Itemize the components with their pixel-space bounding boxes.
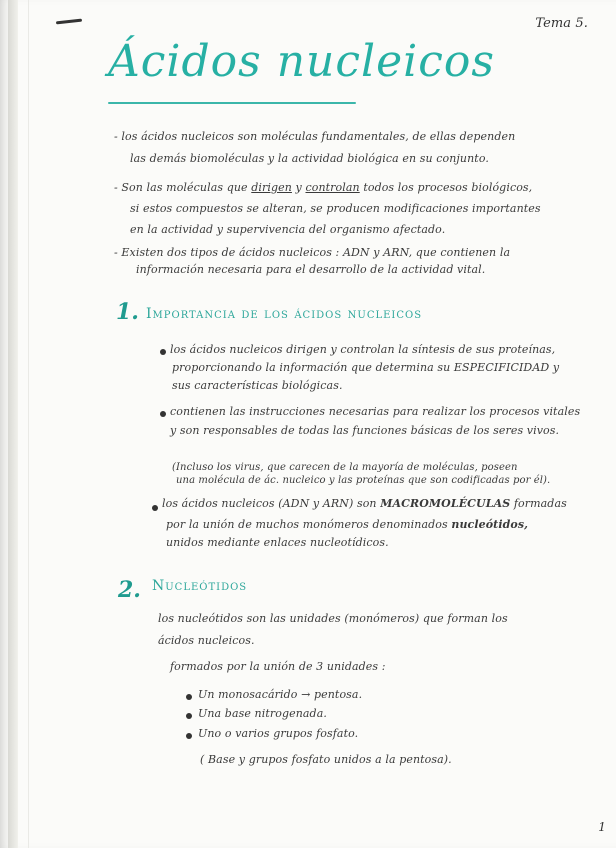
section2-note: ( Base y grupos fosfato unidos a la pentosa). — [200, 753, 452, 766]
section1-b3-macro: MACROMOLÉCULAS — [380, 497, 511, 510]
section2-number: 2. — [118, 577, 141, 603]
section2-bullet-2 — [186, 713, 192, 719]
intro-p2-text-a: - Son las moléculas que — [114, 181, 248, 194]
section1-b2-line1: contienen las instrucciones necesarias para realizar los procesos vitales — [170, 405, 581, 418]
pen-dash-mark — [56, 19, 82, 25]
section2-p2: formados por la unión de 3 unidades : — [170, 660, 386, 673]
section1-b2-line2: y son responsables de todas las funciones básicas de los seres vivos. — [170, 424, 560, 437]
section1-note-line2: una molécula de ác. nucleico y las proteínas que son codificadas por él). — [176, 475, 551, 486]
section1-note-line1: (Incluso los virus, que carecen de la mayoría de moléculas, poseen — [172, 462, 518, 473]
page-edge-shadow — [8, 0, 18, 848]
page-number: 1 — [598, 820, 606, 834]
section2-title: Nucleótidos — [152, 578, 248, 594]
intro-p2-dirigen: dirigen — [251, 181, 292, 194]
intro-p2-line2: si estos compuestos se alteran, se producen modificaciones importantes — [130, 202, 541, 215]
section1-b3-line1 — [162, 497, 567, 511]
section1-b3-text-c: por la unión de muchos monómeros denominados — [166, 518, 448, 531]
section2-bullet-1 — [186, 694, 192, 700]
section1-title: Importancia de los ácidos nucleicos — [146, 306, 423, 322]
section2-item-3: Uno o varios grupos fosfato. — [198, 727, 359, 740]
section1-b3-line3: unidos mediante enlaces nucleotídicos. — [166, 536, 389, 549]
page-title: Ácidos nucleicos — [108, 36, 495, 87]
section1-b1-line2: proporcionando la información que determina su ESPECIFICIDAD y — [172, 361, 560, 374]
intro-p1-line1: - los ácidos nucleicos son moléculas fundamentales, de ellas dependen — [114, 130, 516, 143]
section1-b3-line2 — [166, 518, 528, 532]
section1-b3-text-a: los ácidos nucleicos (ADN y ARN) son — [162, 497, 377, 510]
intro-p2-line1 — [114, 181, 532, 195]
section1-b1-line1: los ácidos nucleicos dirigen y controlan la síntesis de sus proteínas, — [170, 343, 556, 356]
intro-p2-line3: en la actividad y supervivencia del organismo afectado. — [130, 223, 446, 236]
section2-p1-line2: ácidos nucleicos. — [158, 634, 255, 647]
section1-bullet-1 — [160, 349, 166, 355]
intro-p2-text-b: todos los procesos biológicos, — [363, 181, 533, 194]
section2-item-2: Una base nitrogenada. — [198, 707, 327, 720]
margin-line — [28, 0, 29, 848]
section1-bullet-3 — [152, 505, 158, 511]
section1-b1-line3: sus características biológicas. — [172, 379, 343, 392]
section2-p1-line1: los nucleótidos son las unidades (monómeros) que forman los — [158, 612, 508, 625]
intro-p2-controlan: controlan — [305, 181, 360, 194]
topic-label: Tema 5. — [535, 16, 588, 31]
section2-item-1: Un monosacárido → pentosa. — [198, 688, 363, 701]
intro-p1-line2: las demás biomoléculas y la actividad biológica en su conjunto. — [130, 152, 489, 165]
intro-p3-line2: información necesaria para el desarrollo de la actividad vital. — [136, 263, 486, 276]
section2-bullet-3 — [186, 733, 192, 739]
section1-b3-text-b: formadas — [513, 497, 567, 510]
section1-bullet-2 — [160, 411, 166, 417]
section1-number: 1. — [116, 299, 139, 325]
intro-p3-line1: - Existen dos tipos de ácidos nucleicos : ADN y ARN, que contienen la — [114, 246, 511, 259]
intro-p2-y: y — [295, 181, 302, 194]
section1-b3-nucleotidos: nucleótidos, — [451, 518, 529, 531]
title-underline — [108, 102, 356, 104]
